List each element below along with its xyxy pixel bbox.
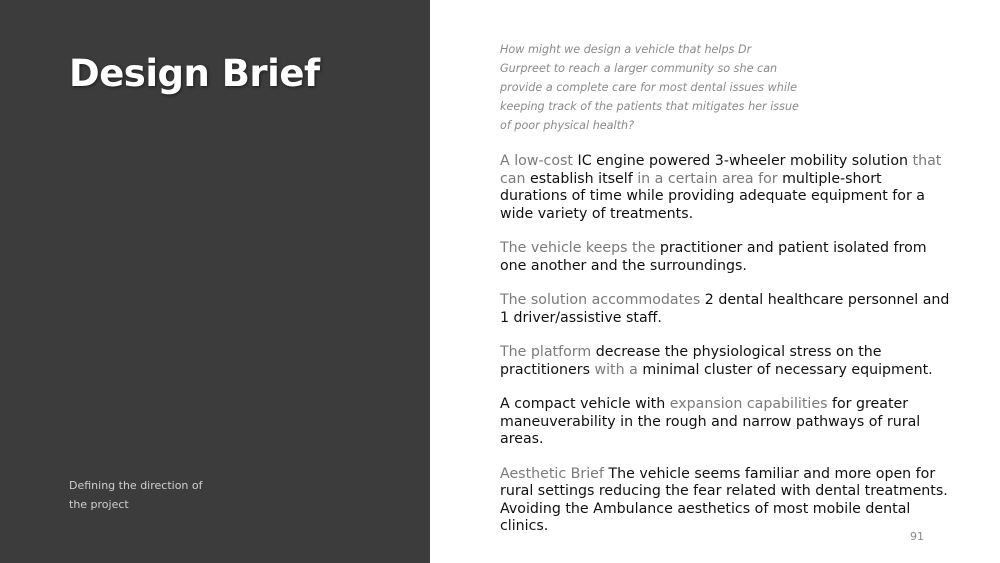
brief-paragraph-ergonomics [500,344,950,379]
brief-text-emphasis: multiple-short durations of time while providing adequate equipment for a wide variety of treatments. [500,170,925,222]
section-subtitle: Defining the direction of the project [69,479,203,511]
brief-text-emphasis: A compact vehicle with [500,396,670,412]
left-panel [0,0,430,563]
brief-content [500,40,950,553]
brief-text-muted: The platform [500,344,596,360]
brief-text-muted: Aesthetic Brief [500,465,609,482]
brief-text-muted: The vehicle keeps the [500,240,660,256]
brief-text-muted: A low-cost [500,153,578,169]
page-title: Design Brief [69,52,320,95]
brief-paragraph-compactness [500,396,950,449]
brief-text-muted: in a certain area for [637,170,783,187]
brief-paragraph-mobility [500,153,950,223]
brief-text-emphasis: practitioner and patient isolated from one another and the surroundings. [500,240,927,274]
brief-paragraph-aesthetic [500,466,950,536]
brief-text-muted: expansion capabilities [669,396,832,412]
brief-text-muted: that can [500,153,942,187]
brief-text-emphasis: 2 dental healthcare personnel and 1 driver/assistive staff. [500,292,950,326]
brief-text-emphasis: IC engine powered 3-wheeler mobility solution [577,153,913,169]
brief-text-muted: with a [594,361,643,378]
brief-text-emphasis: minimal cluster of necessary equipment. [642,361,933,378]
page-number: 91 [910,530,924,543]
brief-paragraph-capacity [500,292,950,327]
brief-paragraph-isolation [500,240,950,275]
brief-text-emphasis: The vehicle seems familiar and more open for rural settings reducing the fear related with dental treatments. Avoiding the Ambulance aesthetics of most mobile dental clinics. [500,465,948,534]
brief-text-muted: The solution accommodates [500,292,705,308]
design-question: How might we design a vehicle that helps Dr Gurpreet to reach a larger community so she can provide a complete care for most dental issues while keeping track of the patients that mitigates her issue of poor physical health? [500,43,799,132]
brief-text-emphasis: decrease the physiological stress on the practitioners [500,344,882,378]
brief-text-emphasis: establish itself [530,170,638,187]
brief-text-emphasis: for greater maneuverability in the rough and narrow pathways of rural areas. [500,396,921,447]
